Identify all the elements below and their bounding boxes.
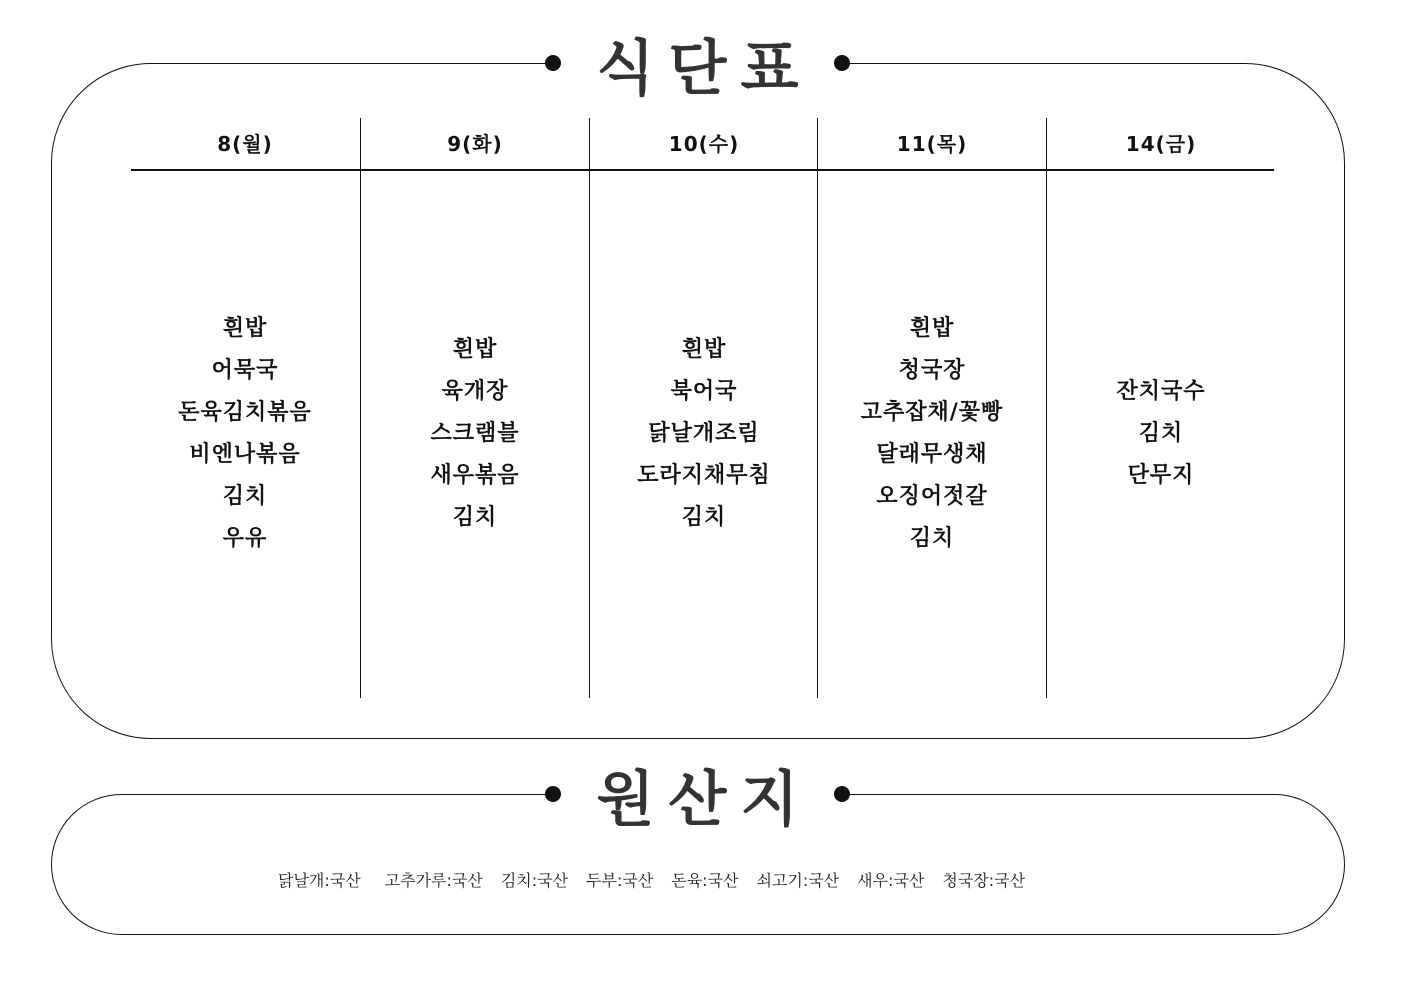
dish-item: 고추잡채/꽃빵 (860, 400, 1004, 425)
dish-item: 흰밥 (909, 316, 955, 341)
day-column-thu (817, 118, 1046, 698)
title-left-dot (545, 55, 561, 71)
day-header: 14(금) (1125, 131, 1197, 156)
day-header: 9(화) (447, 131, 503, 156)
dish-item: 육개장 (441, 379, 509, 404)
origin-item: 청국장:국산 (942, 870, 1026, 890)
origin-item: 두부:국산 (586, 870, 654, 890)
dish-item: 잔치국수 (1116, 379, 1206, 404)
menu-title-wrap (546, 24, 849, 104)
dish-item: 김치 (452, 505, 498, 530)
dish-item: 돈육김치볶음 (178, 400, 312, 425)
day-column-mon (131, 118, 359, 698)
day-column-fri (1046, 118, 1275, 698)
dish-item: 흰밥 (222, 316, 268, 341)
origin-title-left-dot (545, 786, 561, 802)
origin-item: 고추가루:국산 (384, 870, 483, 890)
day-header: 10(수) (668, 131, 740, 156)
menu-title: 식단표 (596, 34, 813, 104)
dish-item: 오징어젓갈 (876, 484, 988, 509)
dish-item: 김치 (1138, 421, 1184, 446)
dish-item: 닭날개조림 (648, 421, 760, 446)
origin-item: 김치:국산 (500, 870, 569, 890)
day-column-wed (589, 118, 818, 698)
dish-item: 흰밥 (681, 337, 727, 362)
origin-title-wrap (546, 755, 849, 835)
dish-list (361, 170, 589, 698)
menu-table (131, 118, 1274, 698)
dish-list (1047, 170, 1275, 698)
dish-list (590, 170, 818, 698)
origin-item: 쇠고기:국산 (756, 870, 840, 890)
origin-list (278, 866, 1043, 892)
dish-list (818, 170, 1046, 698)
day-header: 8(월) (217, 131, 273, 156)
dish-item: 김치 (222, 484, 268, 509)
dish-item: 스크램블 (430, 421, 520, 446)
dish-item: 우유 (222, 526, 268, 551)
dish-item: 새우볶음 (430, 463, 520, 488)
dish-item: 북어국 (670, 379, 738, 404)
dish-item: 흰밥 (452, 337, 498, 362)
dish-list (131, 170, 359, 698)
dish-item: 김치 (681, 505, 727, 530)
origin-item: 돈육:국산 (671, 870, 739, 890)
origin-item: 닭날개:국산 (278, 870, 361, 890)
dish-item: 도라지채무침 (637, 463, 771, 488)
dish-item: 어묵국 (211, 358, 279, 383)
day-header: 11(목) (896, 131, 968, 156)
origin-item: 새우:국산 (857, 870, 925, 890)
origin-title-right-dot (834, 786, 850, 802)
dish-item: 단무지 (1127, 463, 1195, 488)
dish-item: 비엔나볶음 (189, 442, 301, 467)
dish-item: 달래무생채 (876, 442, 988, 467)
dish-item: 김치 (909, 526, 955, 551)
title-right-dot (834, 55, 850, 71)
origin-title: 원산지 (596, 765, 813, 835)
dish-item: 청국장 (898, 358, 966, 383)
day-column-tue (360, 118, 589, 698)
